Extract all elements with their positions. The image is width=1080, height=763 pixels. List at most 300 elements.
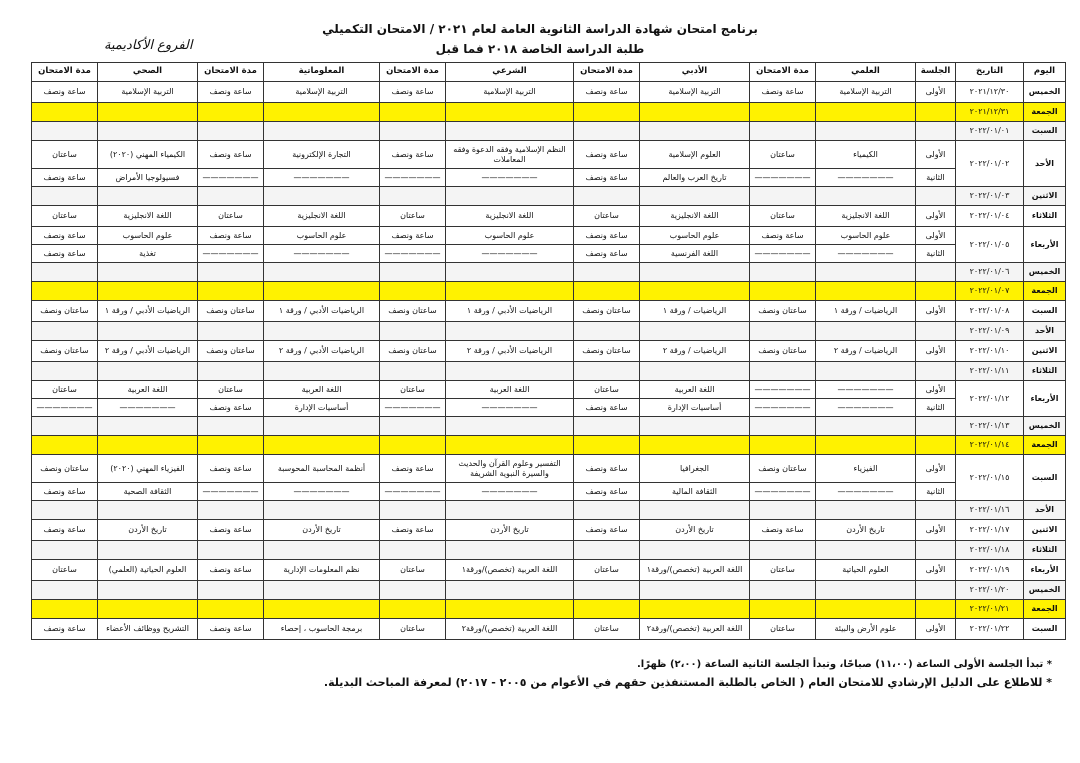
- duration-cell: ساعتان ونصف: [198, 341, 264, 362]
- subject-cell: ———————: [264, 483, 380, 501]
- empty-cell: [198, 103, 264, 122]
- column-header: مدة الامتحان: [380, 63, 446, 82]
- empty-cell: [916, 362, 956, 381]
- empty-cell: [750, 103, 816, 122]
- date-cell: ٢٠٢٢/٠١/٠٩: [956, 322, 1024, 341]
- subject-cell: الثقافة المالية: [640, 483, 750, 501]
- empty-cell: [198, 282, 264, 301]
- duration-cell: ———————: [32, 399, 98, 417]
- handwritten-branch-label: الفروع الأكاديمية: [104, 38, 193, 53]
- duration-cell: ساعة ونصف: [32, 520, 98, 541]
- empty-cell: [32, 362, 98, 381]
- duration-cell: ساعة ونصف: [750, 227, 816, 245]
- duration-cell: ———————: [380, 483, 446, 501]
- duration-cell: ساعة ونصف: [574, 455, 640, 483]
- subject-cell: برمجة الحاسوب ، إحصاء: [264, 619, 380, 640]
- duration-cell: ———————: [380, 169, 446, 187]
- duration-cell: ساعتان: [574, 619, 640, 640]
- duration-cell: ساعتان ونصف: [198, 301, 264, 322]
- empty-cell: [380, 600, 446, 619]
- empty-cell: [640, 122, 750, 141]
- empty-cell: [198, 436, 264, 455]
- duration-cell: ساعتان ونصف: [574, 341, 640, 362]
- no-exam-row: [32, 417, 1066, 436]
- empty-cell: [640, 501, 750, 520]
- subject-cell: الرياضيات الأدبي / ورقة ٢: [98, 341, 198, 362]
- empty-cell: [98, 187, 198, 206]
- exam-session-row: [32, 381, 1066, 399]
- date-cell: ٢٠٢٢/٠١/٠٧: [956, 282, 1024, 301]
- column-header: المعلوماتية: [264, 63, 380, 82]
- duration-cell: ———————: [380, 399, 446, 417]
- empty-cell: [98, 322, 198, 341]
- duration-cell: ساعة ونصف: [198, 455, 264, 483]
- duration-cell: ساعة ونصف: [574, 399, 640, 417]
- empty-cell: [98, 541, 198, 560]
- subject-cell: الرياضيات الأدبي / ورقة ١: [264, 301, 380, 322]
- subject-cell: الرياضيات الأدبي / ورقة ٢: [264, 341, 380, 362]
- empty-cell: [916, 600, 956, 619]
- duration-cell: ———————: [750, 245, 816, 263]
- empty-cell: [750, 263, 816, 282]
- day-cell: الجمعة: [1024, 282, 1066, 301]
- duration-cell: ساعة ونصف: [380, 141, 446, 169]
- duration-cell: ساعتان: [198, 381, 264, 399]
- empty-cell: [916, 187, 956, 206]
- duration-cell: ———————: [750, 381, 816, 399]
- exam-session-row: [32, 245, 1066, 263]
- duration-cell: ———————: [198, 169, 264, 187]
- empty-cell: [640, 282, 750, 301]
- day-cell: الخميس: [1024, 82, 1066, 103]
- duration-cell: ساعتان: [198, 206, 264, 227]
- subject-cell: علوم الحاسوب: [816, 227, 916, 245]
- duration-cell: ساعتان: [750, 206, 816, 227]
- subject-cell: اللغة الانجليزية: [640, 206, 750, 227]
- document-subtitle: طلبة الدراسة الخاصة ٢٠١٨ فما قبل: [435, 42, 645, 56]
- empty-cell: [640, 103, 750, 122]
- duration-cell: ساعة ونصف: [574, 141, 640, 169]
- empty-cell: [98, 436, 198, 455]
- empty-cell: [264, 581, 380, 600]
- day-cell: الاثنين: [1024, 341, 1066, 362]
- empty-cell: [750, 122, 816, 141]
- empty-cell: [264, 541, 380, 560]
- empty-cell: [264, 600, 380, 619]
- empty-cell: [574, 436, 640, 455]
- empty-cell: [750, 282, 816, 301]
- subject-cell: العلوم الحياتية: [816, 560, 916, 581]
- duration-cell: ساعتان: [380, 560, 446, 581]
- subject-cell: نظم المعلومات الإدارية: [264, 560, 380, 581]
- date-cell: ٢٠٢٢/٠١/٠٦: [956, 263, 1024, 282]
- empty-cell: [32, 600, 98, 619]
- session-cell: الثانية: [916, 245, 956, 263]
- empty-cell: [32, 263, 98, 282]
- subject-cell: ———————: [446, 483, 574, 501]
- duration-cell: ساعتان ونصف: [32, 301, 98, 322]
- subject-cell: اللغة الانجليزية: [816, 206, 916, 227]
- empty-cell: [380, 417, 446, 436]
- no-exam-row: [32, 322, 1066, 341]
- subject-cell: التفسير وعلوم القرآن والحديث والسيرة النبوية الشريفة: [446, 455, 574, 483]
- empty-cell: [98, 501, 198, 520]
- exam-session-row: [32, 341, 1066, 362]
- empty-cell: [98, 282, 198, 301]
- duration-cell: ———————: [198, 245, 264, 263]
- empty-cell: [750, 501, 816, 520]
- empty-cell: [98, 103, 198, 122]
- day-cell: الجمعة: [1024, 600, 1066, 619]
- empty-cell: [264, 322, 380, 341]
- session-cell: الأولى: [916, 381, 956, 399]
- empty-cell: [640, 263, 750, 282]
- subject-cell: ———————: [98, 399, 198, 417]
- column-header: الجلسة: [916, 63, 956, 82]
- empty-cell: [264, 122, 380, 141]
- exam-session-row: [32, 169, 1066, 187]
- column-header: التاريخ: [956, 63, 1024, 82]
- empty-cell: [640, 362, 750, 381]
- duration-cell: ساعة ونصف: [750, 520, 816, 541]
- subject-cell: الرياضيات / ورقة ١: [640, 301, 750, 322]
- duration-cell: ———————: [750, 399, 816, 417]
- no-exam-row: [32, 541, 1066, 560]
- date-cell: ٢٠٢٢/٠١/١٥: [956, 455, 1024, 501]
- empty-cell: [446, 282, 574, 301]
- exam-session-row: [32, 141, 1066, 169]
- empty-cell: [574, 581, 640, 600]
- empty-cell: [198, 501, 264, 520]
- duration-cell: ساعة ونصف: [750, 82, 816, 103]
- subject-cell: الثقافة الصحية: [98, 483, 198, 501]
- column-header: مدة الامتحان: [574, 63, 640, 82]
- duration-cell: ساعة ونصف: [574, 169, 640, 187]
- day-cell: الأربعاء: [1024, 227, 1066, 263]
- empty-cell: [816, 501, 916, 520]
- duration-cell: ساعتان: [574, 381, 640, 399]
- subject-cell: ———————: [446, 169, 574, 187]
- empty-cell: [32, 501, 98, 520]
- duration-cell: ساعتان: [750, 560, 816, 581]
- subject-cell: اللغة العربية (تخصص)/ورقة٢: [640, 619, 750, 640]
- subject-cell: علوم الحاسوب: [264, 227, 380, 245]
- duration-cell: ساعتان: [32, 141, 98, 169]
- empty-cell: [32, 541, 98, 560]
- empty-cell: [446, 436, 574, 455]
- duration-cell: ساعتان ونصف: [750, 341, 816, 362]
- subject-cell: اللغة الانجليزية: [446, 206, 574, 227]
- duration-cell: ساعة ونصف: [32, 245, 98, 263]
- empty-cell: [446, 187, 574, 206]
- empty-cell: [916, 322, 956, 341]
- day-cell: الخميس: [1024, 581, 1066, 600]
- subject-cell: ———————: [446, 245, 574, 263]
- date-cell: ٢٠٢٢/٠١/١٢: [956, 381, 1024, 417]
- duration-cell: ساعة ونصف: [32, 82, 98, 103]
- subject-cell: ———————: [264, 169, 380, 187]
- empty-cell: [198, 122, 264, 141]
- no-exam-row: [32, 187, 1066, 206]
- subject-cell: ———————: [816, 381, 916, 399]
- empty-cell: [916, 282, 956, 301]
- session-cell: الأولى: [916, 455, 956, 483]
- exam-session-row: [32, 399, 1066, 417]
- subject-cell: التربية الإسلامية: [98, 82, 198, 103]
- exam-session-row: [32, 560, 1066, 581]
- duration-cell: ———————: [198, 483, 264, 501]
- duration-cell: ساعتان ونصف: [380, 301, 446, 322]
- day-cell: الاثنين: [1024, 187, 1066, 206]
- date-cell: ٢٠٢٢/٠١/٢٢: [956, 619, 1024, 640]
- holiday-row: [32, 282, 1066, 301]
- subject-cell: علوم الأرض والبيئة: [816, 619, 916, 640]
- day-cell: الثلاثاء: [1024, 362, 1066, 381]
- empty-cell: [574, 501, 640, 520]
- empty-cell: [916, 581, 956, 600]
- empty-cell: [32, 322, 98, 341]
- session-cell: الأولى: [916, 619, 956, 640]
- empty-cell: [380, 581, 446, 600]
- date-cell: ٢٠٢٢/٠١/١٧: [956, 520, 1024, 541]
- empty-cell: [98, 362, 198, 381]
- empty-cell: [816, 263, 916, 282]
- empty-cell: [574, 282, 640, 301]
- subject-cell: ———————: [264, 245, 380, 263]
- no-exam-row: [32, 263, 1066, 282]
- holiday-row: [32, 103, 1066, 122]
- date-cell: ٢٠٢٢/٠١/١٤: [956, 436, 1024, 455]
- empty-cell: [446, 501, 574, 520]
- exam-session-row: [32, 301, 1066, 322]
- subject-cell: ———————: [816, 169, 916, 187]
- empty-cell: [98, 600, 198, 619]
- session-cell: الثانية: [916, 169, 956, 187]
- subject-cell: أنظمة المحاسبة المحوسبة: [264, 455, 380, 483]
- session-cell: الأولى: [916, 227, 956, 245]
- duration-cell: ساعة ونصف: [380, 82, 446, 103]
- session-cell: الأولى: [916, 520, 956, 541]
- subject-cell: الرياضيات الأدبي / ورقة ٢: [446, 341, 574, 362]
- duration-cell: ساعة ونصف: [32, 619, 98, 640]
- empty-cell: [816, 282, 916, 301]
- subject-cell: تاريخ الأردن: [264, 520, 380, 541]
- empty-cell: [640, 417, 750, 436]
- duration-cell: ساعتان: [380, 619, 446, 640]
- empty-cell: [446, 362, 574, 381]
- duration-cell: ساعة ونصف: [198, 399, 264, 417]
- subject-cell: أساسيات الإدارة: [264, 399, 380, 417]
- duration-cell: ساعة ونصف: [574, 483, 640, 501]
- empty-cell: [574, 322, 640, 341]
- empty-cell: [380, 436, 446, 455]
- empty-cell: [816, 103, 916, 122]
- empty-cell: [750, 600, 816, 619]
- empty-cell: [446, 263, 574, 282]
- empty-cell: [198, 581, 264, 600]
- duration-cell: ساعة ونصف: [198, 141, 264, 169]
- session-times-note: * تبدأ الجلسة الأولى الساعة (١١،٠٠) صباحًا، وتبدأ الجلسة الثانية الساعة (٢،٠٠) ظهرًا.: [637, 659, 1052, 670]
- empty-cell: [640, 187, 750, 206]
- empty-cell: [446, 417, 574, 436]
- date-cell: ٢٠٢٢/٠١/٠١: [956, 122, 1024, 141]
- date-cell: ٢٠٢١/١٢/٣١: [956, 103, 1024, 122]
- day-cell: الأربعاء: [1024, 560, 1066, 581]
- duration-cell: ساعة ونصف: [32, 227, 98, 245]
- duration-cell: ساعتان: [32, 381, 98, 399]
- session-cell: الأولى: [916, 141, 956, 169]
- empty-cell: [750, 436, 816, 455]
- subject-cell: علوم الحاسوب: [98, 227, 198, 245]
- date-cell: ٢٠٢٢/٠١/٠٤: [956, 206, 1024, 227]
- exam-session-row: [32, 206, 1066, 227]
- column-header: مدة الامتحان: [32, 63, 98, 82]
- column-header: الأدبي: [640, 63, 750, 82]
- empty-cell: [640, 436, 750, 455]
- day-cell: الأحد: [1024, 141, 1066, 187]
- empty-cell: [816, 581, 916, 600]
- session-cell: الثانية: [916, 483, 956, 501]
- empty-cell: [640, 581, 750, 600]
- date-cell: ٢٠٢٢/٠١/٠٥: [956, 227, 1024, 263]
- empty-cell: [816, 436, 916, 455]
- duration-cell: ساعة ونصف: [198, 82, 264, 103]
- day-cell: السبت: [1024, 455, 1066, 501]
- session-cell: الأولى: [916, 206, 956, 227]
- duration-cell: ساعة ونصف: [574, 82, 640, 103]
- table-header-row: [32, 63, 1066, 82]
- day-cell: الثلاثاء: [1024, 541, 1066, 560]
- empty-cell: [380, 282, 446, 301]
- subject-cell: تاريخ العرب والعالم: [640, 169, 750, 187]
- empty-cell: [98, 263, 198, 282]
- subject-cell: الكيمياء: [816, 141, 916, 169]
- table-body: [32, 82, 1066, 640]
- empty-cell: [446, 600, 574, 619]
- session-cell: الأولى: [916, 82, 956, 103]
- exam-session-row: [32, 455, 1066, 483]
- empty-cell: [816, 541, 916, 560]
- empty-cell: [916, 541, 956, 560]
- empty-cell: [816, 187, 916, 206]
- date-cell: ٢٠٢١/١٢/٣٠: [956, 82, 1024, 103]
- subject-cell: التشريح ووظائف الأعضاء: [98, 619, 198, 640]
- subject-cell: ———————: [816, 483, 916, 501]
- duration-cell: ساعتان: [574, 206, 640, 227]
- duration-cell: ساعتان ونصف: [380, 341, 446, 362]
- subject-cell: الرياضيات / ورقة ٢: [640, 341, 750, 362]
- subject-cell: اللغة العربية (تخصص)/ورقة١: [446, 560, 574, 581]
- empty-cell: [916, 103, 956, 122]
- exam-session-row: [32, 619, 1066, 640]
- empty-cell: [574, 122, 640, 141]
- empty-cell: [640, 322, 750, 341]
- duration-cell: ساعة ونصف: [198, 227, 264, 245]
- column-header: مدة الامتحان: [198, 63, 264, 82]
- subject-cell: ———————: [816, 245, 916, 263]
- duration-cell: ساعة ونصف: [574, 520, 640, 541]
- empty-cell: [750, 187, 816, 206]
- empty-cell: [32, 122, 98, 141]
- duration-cell: ساعة ونصف: [198, 619, 264, 640]
- subject-cell: اللغة الفرنسية: [640, 245, 750, 263]
- empty-cell: [446, 103, 574, 122]
- duration-cell: ساعة ونصف: [380, 227, 446, 245]
- empty-cell: [916, 122, 956, 141]
- empty-cell: [574, 362, 640, 381]
- subject-cell: الفيزياء: [816, 455, 916, 483]
- empty-cell: [98, 417, 198, 436]
- day-cell: الأربعاء: [1024, 381, 1066, 417]
- duration-cell: ساعتان: [574, 560, 640, 581]
- column-header: الشرعي: [446, 63, 574, 82]
- empty-cell: [32, 417, 98, 436]
- empty-cell: [32, 282, 98, 301]
- empty-cell: [198, 541, 264, 560]
- column-header: العلمي: [816, 63, 916, 82]
- empty-cell: [816, 322, 916, 341]
- empty-cell: [574, 103, 640, 122]
- empty-cell: [816, 122, 916, 141]
- empty-cell: [816, 600, 916, 619]
- subject-cell: اللغة الانجليزية: [98, 206, 198, 227]
- empty-cell: [380, 122, 446, 141]
- session-cell: الأولى: [916, 560, 956, 581]
- empty-cell: [446, 581, 574, 600]
- subject-cell: التربية الإسلامية: [446, 82, 574, 103]
- duration-cell: ساعة ونصف: [380, 455, 446, 483]
- empty-cell: [750, 322, 816, 341]
- date-cell: ٢٠٢٢/٠١/١٣: [956, 417, 1024, 436]
- subject-cell: تاريخ الأردن: [816, 520, 916, 541]
- day-cell: الخميس: [1024, 417, 1066, 436]
- duration-cell: ساعتان ونصف: [574, 301, 640, 322]
- column-header: اليوم: [1024, 63, 1066, 82]
- subject-cell: التربية الإسلامية: [816, 82, 916, 103]
- duration-cell: ساعة ونصف: [198, 520, 264, 541]
- day-cell: السبت: [1024, 301, 1066, 322]
- date-cell: ٢٠٢٢/٠١/٠٣: [956, 187, 1024, 206]
- subject-cell: اللغة العربية: [98, 381, 198, 399]
- subject-cell: التربية الإسلامية: [640, 82, 750, 103]
- duration-cell: ساعتان: [380, 381, 446, 399]
- column-header: مدة الامتحان: [750, 63, 816, 82]
- day-cell: الأحد: [1024, 501, 1066, 520]
- empty-cell: [264, 103, 380, 122]
- day-cell: الخميس: [1024, 263, 1066, 282]
- subject-cell: اللغة العربية: [264, 381, 380, 399]
- subject-cell: ———————: [446, 399, 574, 417]
- duration-cell: ساعة ونصف: [574, 227, 640, 245]
- no-exam-row: [32, 122, 1066, 141]
- subject-cell: علوم الحاسوب: [446, 227, 574, 245]
- session-cell: الأولى: [916, 301, 956, 322]
- subject-cell: النظم الإسلامية وفقه الدعوة وفقه المعاملات: [446, 141, 574, 169]
- duration-cell: ساعتان ونصف: [32, 341, 98, 362]
- subject-cell: التربية الإسلامية: [264, 82, 380, 103]
- empty-cell: [750, 541, 816, 560]
- empty-cell: [574, 263, 640, 282]
- empty-cell: [264, 187, 380, 206]
- empty-cell: [750, 362, 816, 381]
- empty-cell: [264, 436, 380, 455]
- empty-cell: [198, 187, 264, 206]
- guide-reference-note: * للاطلاع على الدليل الإرشادي للامتحان العام ( الخاص بالطلبة المستنفذين حقهم في الأعوام من ٢٠٠٥ - ٢٠١٧) لمعرفة المباحث البديلة.: [323, 676, 1052, 689]
- empty-cell: [380, 103, 446, 122]
- session-cell: الثانية: [916, 399, 956, 417]
- session-cell: الأولى: [916, 341, 956, 362]
- empty-cell: [32, 581, 98, 600]
